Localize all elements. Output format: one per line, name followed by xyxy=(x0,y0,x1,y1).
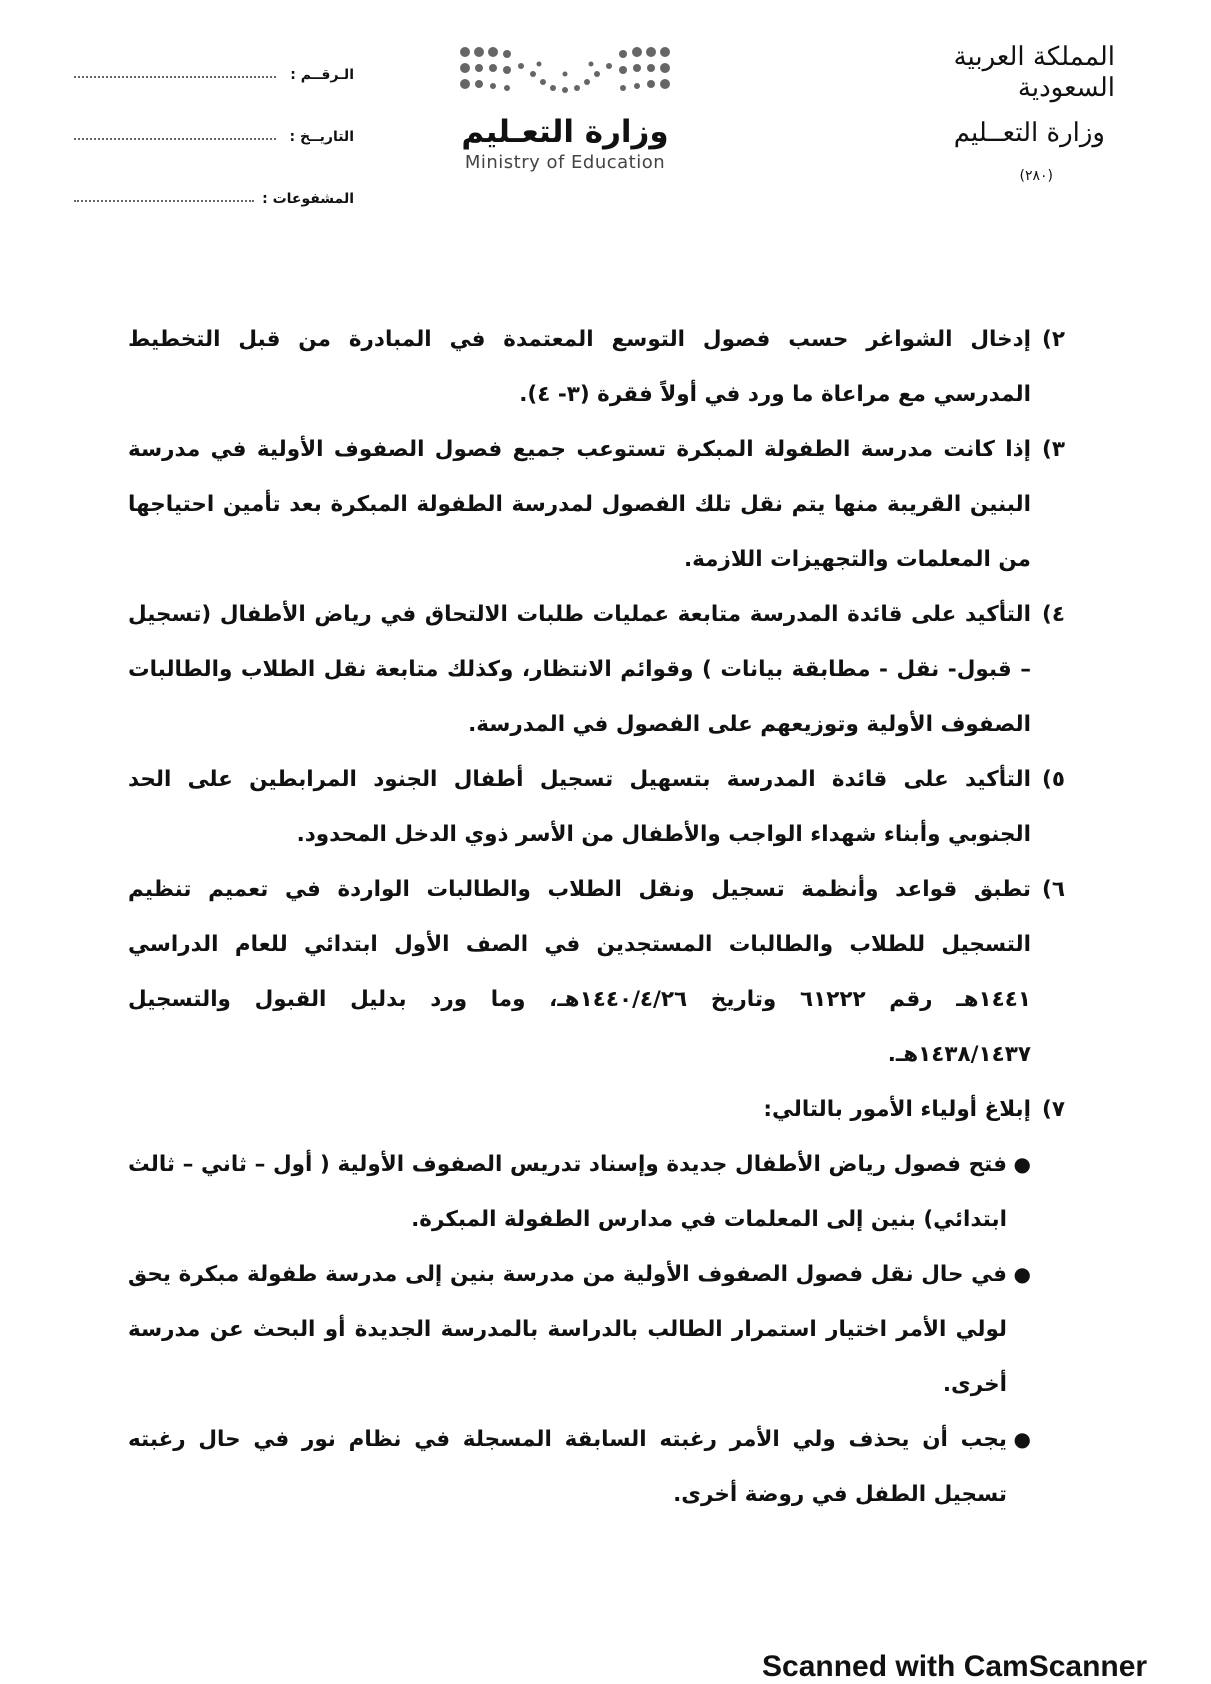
attachments-row xyxy=(74,168,354,230)
list-item xyxy=(128,752,1065,862)
date-label: التاريــخ : xyxy=(289,129,354,145)
item-text: تطبق قواعد وأنظمة تسجيل ونقل الطلاب والطالبات الواردة في تعميم تنظيم التسجيل للطلاب والطالبات المستجدين في الصف الأول ابتدائي للعام الدراسي ١٤٤١هـ رقم ٦١٢٢٢ وتاريخ ١٤٤٠/٤/٢٦هـ، وما ورد بدليل القبول والتسجيل ١٤٣٨/١٤٣٧هـ. xyxy=(128,877,1031,1067)
guardian-notice-list xyxy=(128,1137,1065,1522)
letterhead-right xyxy=(855,42,1115,150)
item-number: ٧) xyxy=(1042,1097,1065,1122)
bullet-item xyxy=(128,1247,1031,1412)
bullet-text: يجب أن يحذف ولي الأمر رغبته السابقة المسجلة في نظام نور في حال رغبته تسجيل الطفل في روضة أخرى. xyxy=(128,1427,1007,1507)
reference-fields xyxy=(74,44,354,230)
document-body xyxy=(128,312,1065,1522)
scanner-watermark: Scanned with CamScanner xyxy=(762,1650,1148,1683)
item-text: إدخال الشواغر حسب فصول التوسع المعتمدة في المبادرة من قبل التخطيط المدرسي مع مراعاة ما ورد في أولاً فقرة (٣- ٤). xyxy=(128,327,1031,407)
item-number: ٤) xyxy=(1042,602,1065,627)
item-number: ٣) xyxy=(1042,437,1065,462)
list-item xyxy=(128,1082,1065,1137)
item-number: ٦) xyxy=(1042,877,1065,902)
reference-number-label: الـرقــم : xyxy=(290,67,354,83)
list-item xyxy=(128,862,1065,1082)
reference-number-row xyxy=(74,44,354,106)
form-number: (٢٨٠) xyxy=(1019,168,1053,184)
attachments-label: المشفوعات : xyxy=(262,191,354,207)
bullet-dot-icon: ● xyxy=(1013,1152,1031,1176)
item-text: إبلاغ أولياء الأمور بالتالي: xyxy=(763,1097,1031,1122)
item-text: إذا كانت مدرسة الطفولة المبكرة تستوعب جميع فصول الصفوف الأولية في مدرسة البنين القريبة منها يتم نقل تلك الفصول لمدرسة الطفولة المبكرة بعد تأمين احتياجها من المعلمات والتجهيزات اللازمة. xyxy=(128,437,1031,572)
logo-english-text: Ministry of Education xyxy=(464,152,666,173)
list-item xyxy=(128,422,1065,587)
bullet-text: في حال نقل فصول الصفوف الأولية من مدرسة بنين إلى مدرسة طفولة مبكرة يحق لولي الأمر اختيار استمرار الطالب بالدراسة بالمدرسة الجديدة أو البحث عن مدرسة أخرى. xyxy=(128,1262,1007,1397)
item-text: التأكيد على قائدة المدرسة بتسهيل تسجيل أطفال الجنود المرابطين على الحد الجنوبي وأبناء شهداء الواجب والأطفال من الأسر ذوي الدخل المحدود. xyxy=(128,767,1031,847)
ministry-logo-icon xyxy=(455,44,675,100)
logo-arabic-text: وزارة التعـليم xyxy=(461,114,669,150)
ministry-name: وزارة التعــليم xyxy=(953,118,1105,149)
kingdom-name: المملكة العربية السعودية xyxy=(953,42,1115,104)
bullet-item xyxy=(128,1412,1031,1522)
date-line xyxy=(74,138,276,140)
list-item xyxy=(128,312,1065,422)
bullet-dot-icon: ● xyxy=(1013,1262,1031,1286)
list-item xyxy=(128,587,1065,752)
date-row xyxy=(74,106,354,168)
bullet-item xyxy=(128,1137,1031,1247)
attachments-line xyxy=(74,200,254,202)
bullet-text: فتح فصول رياض الأطفال جديدة وإسناد تدريس الصفوف الأولية ( أول – ثاني – ثالث ابتدائي) بنين إلى المعلمات في مدارس الطفولة المبكرة. xyxy=(128,1152,1007,1232)
item-number: ٥) xyxy=(1042,767,1065,792)
item-text: التأكيد على قائدة المدرسة متابعة عمليات طلبات الالتحاق في رياض الأطفال (تسجيل – قبول- نقل - مطابقة بيانات ) وقوائم الانتظار، وكذلك متابعة نقل الطلاب والطالبات الصفوف الأولية وتوزيعهم على الفصول في المدرسة. xyxy=(128,602,1031,737)
item-number: ٢) xyxy=(1042,327,1065,352)
ministry-logo xyxy=(430,44,700,173)
bullet-dot-icon: ● xyxy=(1013,1427,1031,1451)
reference-number-line xyxy=(74,76,276,78)
